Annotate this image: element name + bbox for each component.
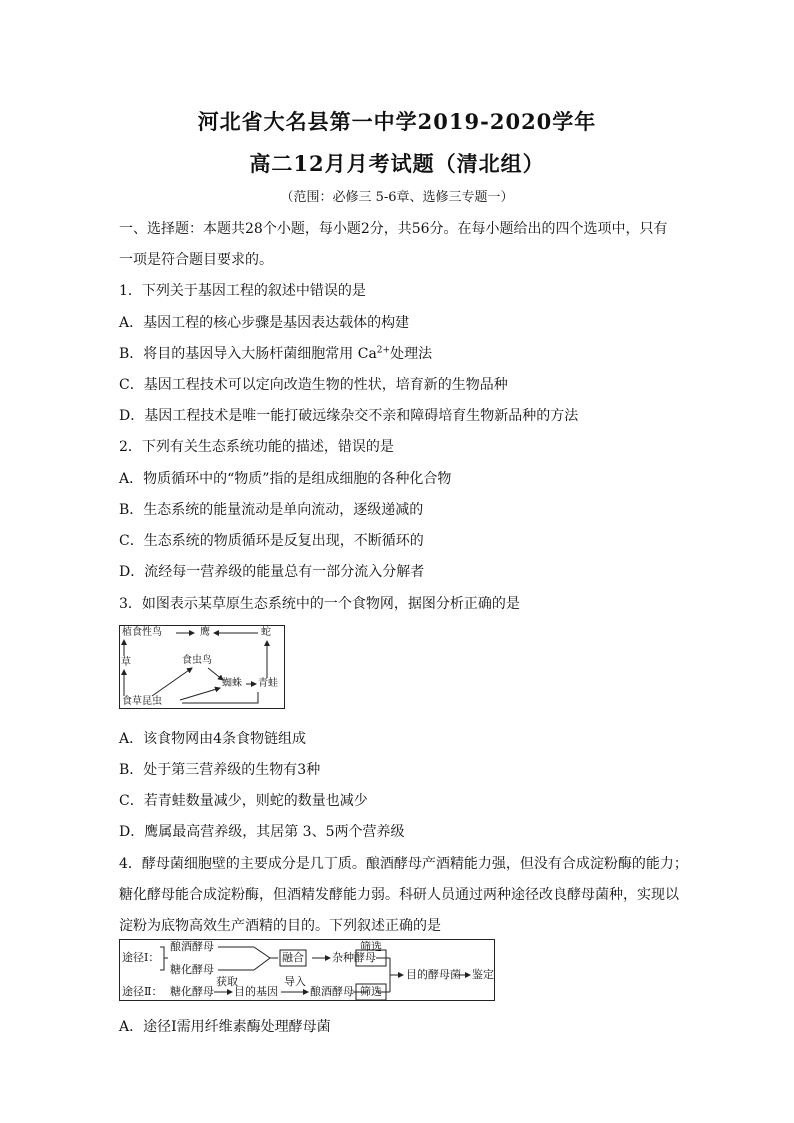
node-insectivore-bird: 食虫鸟 (182, 655, 212, 666)
node-frog: 青蛙 (258, 678, 278, 689)
target-gene: 目的基因 (234, 985, 278, 998)
q3-stem: 3．如图表示某草原生态系统中的一个食物网，据图分析正确的是 (119, 596, 520, 612)
yeast-route-diagram (119, 939, 495, 1001)
title-line-2: 高二12月月考试题（清北组） (249, 151, 545, 176)
route-1-label: 途径Ⅰ： (122, 951, 160, 964)
q1-option-a: A．基因工程的核心步骤是基因表达载体的构建 (119, 315, 410, 331)
exam-scope: （范围：必修三 5-6章、选修三专题一） (280, 190, 514, 205)
screen-2: 筛选 (360, 985, 382, 998)
brewing-yeast: 酿酒酵母 (170, 940, 214, 953)
q2-option-c: C．生态系统的物质循环是反复出现，不断循环的 (119, 533, 424, 549)
hybrid-yeast: 杂种酵母 (332, 951, 376, 964)
node-grass-insect: 食草昆虫 (122, 696, 162, 707)
q2-stem: 2．下列有关生态系统功能的描述，错误的是 (119, 439, 394, 455)
q4-stem-line-3: 淀粉为底物高效生产酒精的目的。下列叙述正确的是 (119, 918, 441, 934)
q1-option-b-text: B．将目的基因导入大肠杆菌细胞常用 Ca (119, 346, 377, 362)
sacch-yeast-2: 糖化酵母 (170, 985, 214, 998)
fusion-box: 融合 (282, 951, 304, 964)
q3-option-b: B．处于第三营养级的生物有3种 (119, 762, 321, 778)
q4-option-a: A．途径Ⅰ需用纤维素酶处理酵母菌 (119, 1019, 331, 1035)
node-snake: 蛇 (261, 627, 271, 638)
route-2-label: 途径Ⅱ： (122, 985, 163, 998)
sacch-yeast: 糖化酵母 (170, 963, 214, 976)
node-herbivore-bird: 植食性鸟 (122, 627, 162, 638)
q3-option-c: C．若青蛙数量减少，则蛇的数量也减少 (119, 793, 368, 809)
q1-stem: 1．下列关于基因工程的叙述中错误的是 (119, 283, 366, 299)
target-yeast: 目的酵母菌 (406, 968, 461, 981)
q1-option-b-tail: 处理法 (390, 346, 433, 362)
node-eagle: 鹰 (200, 627, 210, 638)
q2-option-d: D．流经每一营养级的能量总有一部分流入分解者 (119, 564, 425, 580)
q2-option-a: A．物质循环中的“物质”指的是组成细胞的各种化合物 (119, 471, 452, 487)
import-label: 导入 (284, 975, 306, 988)
food-web-diagram (119, 625, 285, 709)
q3-option-a: A．该食物网由4条食物链组成 (119, 731, 307, 747)
q1-option-b-sup: 2+ (376, 345, 391, 356)
identify: 鉴定 (472, 968, 494, 981)
screen-1: 筛选 (360, 940, 382, 953)
q1-option-d: D．基因工程技术是唯一能打破远缘杂交不亲和障碍培育生物新品种的方法 (119, 408, 579, 424)
section-intro-line-1: 一、选择题：本题共28个小题，每小题2分，共56分。在每小题给出的四个选项中，只有 (119, 221, 668, 237)
q1-option-c: C．基因工程技术可以定向改造生物的性状，培育新的生物品种 (119, 377, 508, 393)
q3-option-d: D．鹰属最高营养级，其居第 3、5两个营养级 (119, 824, 405, 840)
obtain-label: 获取 (216, 975, 238, 988)
q4-stem-line-1: 4．酵母菌细胞壁的主要成分是几丁质。酿酒酵母产酒精能力强，但没有合成淀粉酶的能力； (119, 856, 688, 872)
q1-option-b (119, 343, 432, 363)
q4-stem-line-2: 糖化酵母能合成淀粉酶，但酒精发酵能力弱。科研人员通过两种途径改良酵母菌种，实现以 (119, 887, 679, 903)
node-grass: 草 (121, 657, 131, 668)
brewing-yeast-2: 酿酒酵母 (310, 985, 354, 998)
q2-option-b: B．生态系统的能量流动是单向流动，逐级递减的 (119, 502, 424, 518)
section-intro-line-2: 一项是符合题目要求的。 (119, 252, 273, 268)
node-spider: 蜘蛛 (222, 678, 242, 689)
title-line-1: 河北省大名县第一中学2019-2020学年 (197, 109, 597, 134)
